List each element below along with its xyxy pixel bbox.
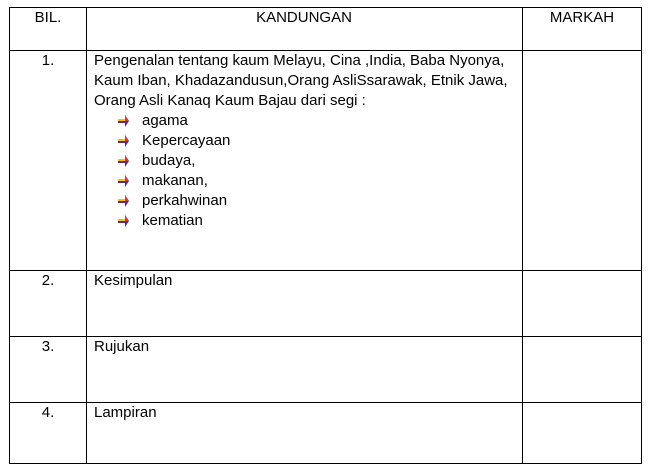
list-item — [118, 211, 230, 231]
arrow-bullet-icon — [118, 214, 132, 228]
row-intro-text: Pengenalan tentang kaum Melayu, Cina ,India, Baba Nyonya, Kaum Iban, Khadazandusun,Orang AsliSsarawak, Etnik Jawa, Orang Asli Kanaq Kaum Bajau dari segi : — [94, 52, 508, 109]
bullet-label: kematian — [142, 212, 203, 229]
row-content: Lampiran — [94, 404, 157, 421]
list-item — [118, 171, 230, 191]
arrow-bullet-icon — [118, 114, 132, 128]
header-markah: MARKAH — [549, 9, 615, 26]
list-item — [118, 131, 230, 151]
bullet-label: agama — [142, 112, 188, 129]
row-content: Kesimpulan — [94, 272, 173, 289]
table-border-bottom — [9, 463, 642, 464]
bullet-label: Kepercayaan — [142, 132, 231, 149]
table-border-col2 — [522, 7, 523, 464]
bullet-label: perkahwinan — [142, 192, 228, 209]
row-number: 3. — [41, 338, 55, 355]
list-item — [118, 191, 230, 211]
arrow-bullet-icon — [118, 194, 132, 208]
table-border-right — [641, 7, 642, 464]
arrow-bullet-icon — [118, 154, 132, 168]
table-border-left — [9, 7, 10, 464]
bullet-list — [118, 111, 230, 231]
row-number: 1. — [41, 52, 55, 69]
arrow-bullet-icon — [118, 174, 132, 188]
table-border-col1 — [86, 7, 87, 464]
bullet-label: budaya, — [142, 152, 196, 169]
row-number: 4. — [41, 404, 55, 421]
row-content: Rujukan — [94, 338, 150, 355]
list-item — [118, 151, 230, 171]
header-kandungan: KANDUNGAN — [256, 9, 352, 26]
bullet-label: makanan, — [142, 172, 208, 189]
arrow-bullet-icon — [118, 134, 132, 148]
list-item — [118, 111, 230, 131]
header-bil: BIL. — [34, 9, 62, 26]
row-number: 2. — [41, 272, 55, 289]
